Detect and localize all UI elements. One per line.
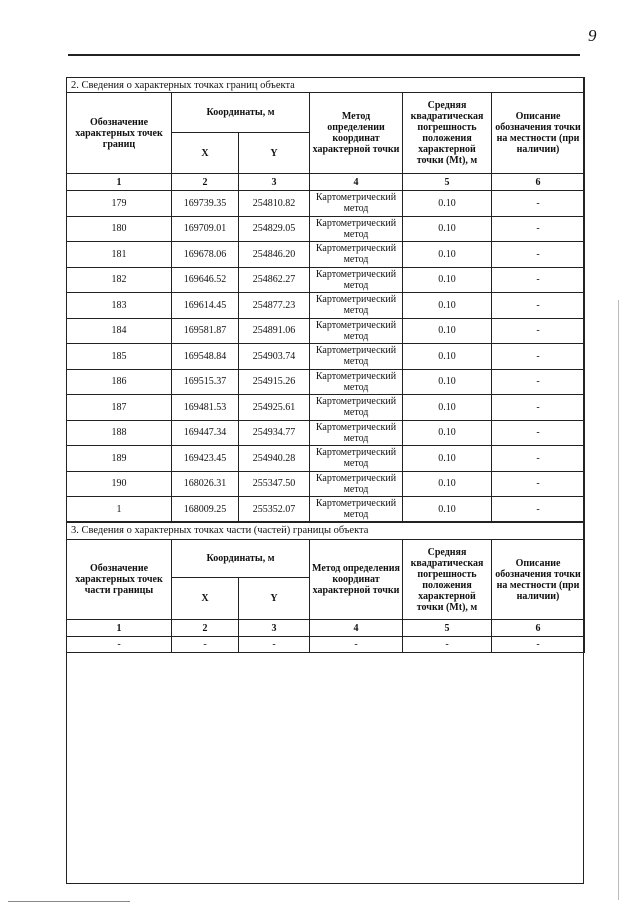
error-cell: 0.10	[403, 216, 492, 242]
header-x: X	[172, 578, 239, 620]
error-cell: 0.10	[403, 497, 492, 523]
table-row	[67, 395, 585, 421]
point-number-cell: 179	[67, 191, 172, 217]
header-y: Y	[239, 578, 310, 620]
y-coordinate-cell: 255347.50	[239, 471, 310, 497]
method-cell: -	[310, 637, 403, 653]
table-row	[67, 369, 585, 395]
table-row	[67, 637, 585, 653]
point-number-cell: -	[67, 637, 172, 653]
description-cell: -	[492, 242, 585, 268]
error-cell: 0.10	[403, 318, 492, 344]
y-coordinate-cell: 254862.27	[239, 267, 310, 293]
description-cell: -	[492, 446, 585, 472]
header-designation: Обозначение характерных точек части границы	[67, 540, 172, 620]
table-row	[67, 471, 585, 497]
description-cell: -	[492, 267, 585, 293]
y-coordinate-cell: 254810.82	[239, 191, 310, 217]
header-x: X	[172, 133, 239, 174]
table-row	[67, 318, 585, 344]
y-coordinate-cell: 254925.61	[239, 395, 310, 421]
point-number-cell: 180	[67, 216, 172, 242]
method-cell: Картометрический метод	[310, 191, 403, 217]
header-y: Y	[239, 133, 310, 174]
y-coordinate-cell: 254829.05	[239, 216, 310, 242]
x-coordinate-cell: 168026.31	[172, 471, 239, 497]
method-cell: Картометрический метод	[310, 369, 403, 395]
column-number: 6	[492, 620, 585, 637]
x-coordinate-cell: 168009.25	[172, 497, 239, 523]
description-cell: -	[492, 369, 585, 395]
point-number-cell: 188	[67, 420, 172, 446]
method-cell: Картометрический метод	[310, 267, 403, 293]
header-error: Средняя квадратическая погрешность положения характерной точки (Mt), м	[403, 540, 492, 620]
method-cell: Картометрический метод	[310, 216, 403, 242]
error-cell: -	[403, 637, 492, 653]
x-coordinate-cell: 169481.53	[172, 395, 239, 421]
header-description: Описание обозначения точки на местности (при наличии)	[492, 540, 585, 620]
column-number: 1	[67, 620, 172, 637]
description-cell: -	[492, 637, 585, 653]
point-number-cell: 189	[67, 446, 172, 472]
y-coordinate-cell: 254903.74	[239, 344, 310, 370]
table-row	[67, 293, 585, 319]
table-row	[67, 446, 585, 472]
column-number: 2	[172, 174, 239, 191]
column-number: 4	[310, 620, 403, 637]
column-number: 5	[403, 174, 492, 191]
table-row	[67, 497, 585, 523]
column-number: 2	[172, 620, 239, 637]
x-coordinate-cell: 169614.45	[172, 293, 239, 319]
x-coordinate-cell: 169423.45	[172, 446, 239, 472]
description-cell: -	[492, 191, 585, 217]
y-coordinate-cell: 254940.28	[239, 446, 310, 472]
y-coordinate-cell: 255352.07	[239, 497, 310, 523]
column-number: 1	[67, 174, 172, 191]
column-number: 3	[239, 174, 310, 191]
method-cell: Картометрический метод	[310, 344, 403, 370]
table-row	[67, 191, 585, 217]
description-cell: -	[492, 471, 585, 497]
error-cell: 0.10	[403, 242, 492, 268]
x-coordinate-cell: 169581.87	[172, 318, 239, 344]
header-coordinates: Координаты, м	[172, 93, 310, 133]
column-numbers-row	[67, 174, 585, 191]
error-cell: 0.10	[403, 420, 492, 446]
y-coordinate-cell: 254934.77	[239, 420, 310, 446]
column-number: 4	[310, 174, 403, 191]
error-cell: 0.10	[403, 369, 492, 395]
x-coordinate-cell: 169678.06	[172, 242, 239, 268]
x-coordinate-cell: 169709.01	[172, 216, 239, 242]
header-error: Средняя квадратическая погрешность положения характерной точки (Mt), м	[403, 93, 492, 174]
table-row	[67, 242, 585, 268]
boundary-points-table	[66, 77, 585, 523]
point-number-cell: 185	[67, 344, 172, 370]
method-cell: Картометрический метод	[310, 293, 403, 319]
point-number-cell: 183	[67, 293, 172, 319]
x-coordinate-cell: 169515.37	[172, 369, 239, 395]
error-cell: 0.10	[403, 395, 492, 421]
description-cell: -	[492, 216, 585, 242]
bottom-rule	[8, 901, 130, 902]
part-boundary-points-table	[66, 521, 585, 653]
column-number: 3	[239, 620, 310, 637]
error-cell: 0.10	[403, 446, 492, 472]
description-cell: -	[492, 344, 585, 370]
method-cell: Картометрический метод	[310, 420, 403, 446]
method-cell: Картометрический метод	[310, 497, 403, 523]
column-number: 5	[403, 620, 492, 637]
x-coordinate-cell: 169739.35	[172, 191, 239, 217]
error-cell: 0.10	[403, 191, 492, 217]
header-method: Метод определения координат характерной точки	[310, 540, 403, 620]
header-method: Метод определении координат характерной точки	[310, 93, 403, 174]
header-designation: Обозначение характерных точек границ	[67, 93, 172, 174]
point-number-cell: 1	[67, 497, 172, 523]
error-cell: 0.10	[403, 267, 492, 293]
description-cell: -	[492, 497, 585, 523]
y-coordinate-cell: 254915.26	[239, 369, 310, 395]
method-cell: Картометрический метод	[310, 242, 403, 268]
description-cell: -	[492, 420, 585, 446]
method-cell: Картометрический метод	[310, 471, 403, 497]
x-coordinate-cell: 169548.84	[172, 344, 239, 370]
table-row	[67, 267, 585, 293]
x-coordinate-cell: 169646.52	[172, 267, 239, 293]
description-cell: -	[492, 318, 585, 344]
y-coordinate-cell: -	[239, 637, 310, 653]
point-number-cell: 190	[67, 471, 172, 497]
method-cell: Картометрический метод	[310, 446, 403, 472]
page-number: 9	[588, 26, 597, 45]
y-coordinate-cell: 254891.06	[239, 318, 310, 344]
section-3-title: 3. Сведения о характерных точках части (частей) границы объекта	[67, 522, 585, 540]
description-cell: -	[492, 395, 585, 421]
point-number-cell: 181	[67, 242, 172, 268]
point-number-cell: 186	[67, 369, 172, 395]
point-number-cell: 182	[67, 267, 172, 293]
column-number: 6	[492, 174, 585, 191]
method-cell: Картометрический метод	[310, 395, 403, 421]
error-cell: 0.10	[403, 344, 492, 370]
error-cell: 0.10	[403, 471, 492, 497]
table-row	[67, 216, 585, 242]
point-number-cell: 187	[67, 395, 172, 421]
x-coordinate-cell: -	[172, 637, 239, 653]
section-2-title: 2. Сведения о характерных точках границ объекта	[67, 78, 585, 93]
description-cell: -	[492, 293, 585, 319]
top-rule	[68, 54, 580, 56]
method-cell: Картометрический метод	[310, 318, 403, 344]
header-description: Описание обозначения точки на местности (при наличии)	[492, 93, 585, 174]
y-coordinate-cell: 254877.23	[239, 293, 310, 319]
scan-edge	[618, 300, 619, 900]
header-coordinates: Координаты, м	[172, 540, 310, 578]
table-row	[67, 420, 585, 446]
error-cell: 0.10	[403, 293, 492, 319]
point-number-cell: 184	[67, 318, 172, 344]
y-coordinate-cell: 254846.20	[239, 242, 310, 268]
table-row	[67, 344, 585, 370]
x-coordinate-cell: 169447.34	[172, 420, 239, 446]
column-numbers-row	[67, 620, 585, 637]
